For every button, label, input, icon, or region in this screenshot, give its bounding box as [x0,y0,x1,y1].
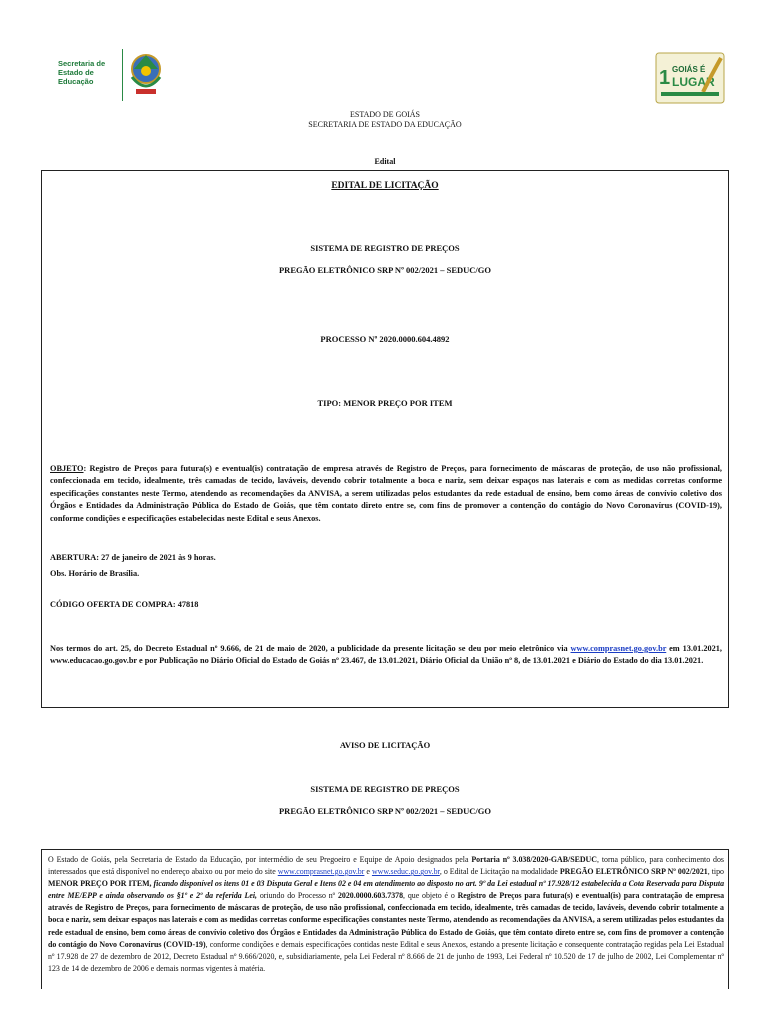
edital-objeto [50,463,722,525]
aviso-modalidade: PREGÃO ELETRÔNICO SRP Nº 002/2021 [559,867,708,877]
header-state: ESTADO DE GOIÁS [349,110,421,119]
edital-codigo: CÓDIGO OFERTA DE COMPRA: 47818 [50,600,199,609]
aviso-objeto: Registro de Preços para futura(s) e eventual(is) para contratação de empresa através de Registro de Preços, para fornecimento de máscaras de proteção, de uso não profissional, confeccionada em tecido, idealmente, três camadas de tecido, laváveis, devendo cobrir totalmente a boca e nariz, sem deixar espaços nas laterais e com as medidas corretas conforme especificações constantes neste Termo, atendendo as recomendações da ANVISA, a serem utilizadas pelos estudantes da rede estadual de ensino, bem como áreas de convívio coletivo dos Órgãos e Entidades da Administração Pública do Estado de Goiás, que têm contato direto entre se, com fins de promover a contenção do contágio do Novo Coronavírus (COVID-19) [48,891,725,949]
objeto-text: : Registro de Preços para futura(s) e eventual(is) contratação de empresa através de Registro de Preços, para fornecimento de máscaras de proteção, de uso não profissional, confeccionada em tecido, idealmente, três camadas de tecido, laváveis, devendo cobrir totalmente a boca e nariz, sem deixar espaços nas laterais e com as medidas corretas conforme especificações constantes neste Termo, atendendo as recomendações da ANVISA, a serem utilizadas pelos estudantes da rede estadual de ensino, bem como áreas de convívio coletivo dos Órgãos e Entidades da Administração Pública do Estado de Goiás, que têm contato direto entre se, com fins de promover a contenção do contágio do Novo Coronavírus (COVID-19), conforme condições e especificações estabelecidas neste Edital e seus Anexos. [50,464,722,523]
aviso-body [48,854,724,975]
header-secretariat: SECRETARIA DE ESTADO DA EDUCAÇÃO [308,120,462,129]
badge-text-top: GOIÁS É [672,65,706,74]
comprasnet-link[interactable]: www.comprasnet.go.gov.br [277,867,365,877]
aviso-system: SISTEMA DE REGISTRO DE PREÇOS [310,784,460,794]
edital-publicidade [50,643,722,668]
logo-divider [122,49,123,101]
aviso-text: O Estado de Goiás, pela Secretaria de Estado da Educação, por intermédio de seu Pregoeiro e Equipe de Apoio designados pela [48,855,472,864]
edital-system: SISTEMA DE REGISTRO DE PREÇOS [310,243,460,253]
seduc-logo [58,45,168,105]
publicidade-text: Nos termos do art. 25, do Decreto Estadual nº 9.666, de 21 de maio de 2020, a publicidade da presente licitação se deu por meio eletrônico via [50,644,571,653]
edital-pregao: PREGÃO ELETRÔNICO SRP Nº 002/2021 – SEDUC/GO [278,265,492,275]
seduc-logo-line: Educação [58,77,94,86]
aviso-tipo: MENOR PREÇO POR ITEM, [48,879,152,889]
edital-title: EDITAL DE LICITAÇÃO [331,181,439,191]
goias-e-lugar-badge-icon [655,52,725,104]
edital-abertura: ABERTURA: 27 de janeiro de 2021 às 9 horas. [50,553,216,562]
aviso-pregao: PREGÃO ELETRÔNICO SRP Nº 002/2021 – SEDUC/GO [278,806,492,816]
edital-processo: PROCESSO Nº 2020.0000.604.4892 [320,334,450,344]
aviso-text: , o Edital de Licitação na modalidade [439,867,560,877]
aviso-title: AVISO DE LICITAÇÃO [339,740,431,750]
goias-coat-of-arms-icon [126,47,166,99]
edital-tipo: TIPO: MENOR PREÇO POR ITEM [317,398,453,408]
aviso-processo: 2020.0000.603.7378 [337,891,404,901]
seduc-logo-line: Estado de [58,68,94,77]
seduc-link[interactable]: www.seduc.go.gov.br [371,867,440,877]
aviso-text: , conforme condições e demais especificações contidas neste Edital e seus Anexos, estando a presente licitação e consequente contratação regidas pela Lei Estadual nº 17.928 de 27 de dezembro de 2012, Decreto Estadual nº 9.666/2020, e, subsidiariamente, pela Lei Federal nº 8.666 de 21 de junho de 1993, Lei Federal nº 10.520 de 17 de julho de 2002, Lei Complementar nº 123 de 14 de dezembro de 2006 e demais normas vigentes à matéria. [48,939,725,973]
svg-text:1: 1 [659,67,671,89]
aviso-text: , tipo [707,867,724,877]
aviso-portaria: Portaria nº 3.038/2020-GAB/SEDUC [471,855,597,864]
badge-text-bottom: LUGAR [672,75,715,89]
seduc-logo-line: Secretaria de [58,59,106,68]
aviso-text: , que objeto é o [403,891,458,901]
aviso-text: , torna público, para conhecimento dos interessados que está disponível no endereço abaixo ou por meio do site [48,855,724,877]
edital-obs: Obs. Horário de Brasília. [50,569,140,578]
goias-e-lugar-logo [655,52,725,104]
objeto-label: OBJETO [50,464,84,473]
aviso-cota: ficando disponível os itens 01 e 03 Disputa Geral e Itens 02 e 04 em atendimento ao disposto no art. 9º da Lei estadual nº 17.928/12 estabelecida a Cota Reservada para Disputa entre ME/EPP e ainda observando os §1º e 2º da referida Lei, [48,879,725,901]
comprasnet-link[interactable]: www.comprasnet.go.gov.br [570,644,667,653]
seduc-logo-text [58,59,105,86]
aviso-text: e [364,867,372,877]
aviso-text: oriundo do Processo nº [257,891,338,901]
edital-label: Edital [374,157,396,166]
publicidade-text: em 13.01.2021, www.educacao.go.gov.br e por Publicação no Diário Oficial do Estado de Goiás nº 23.467, de 13.01.2021, Diário Oficial da União nº 8, de 13.01.2021 e Diário do Estado do dia 13.01.2021. [50,644,722,666]
